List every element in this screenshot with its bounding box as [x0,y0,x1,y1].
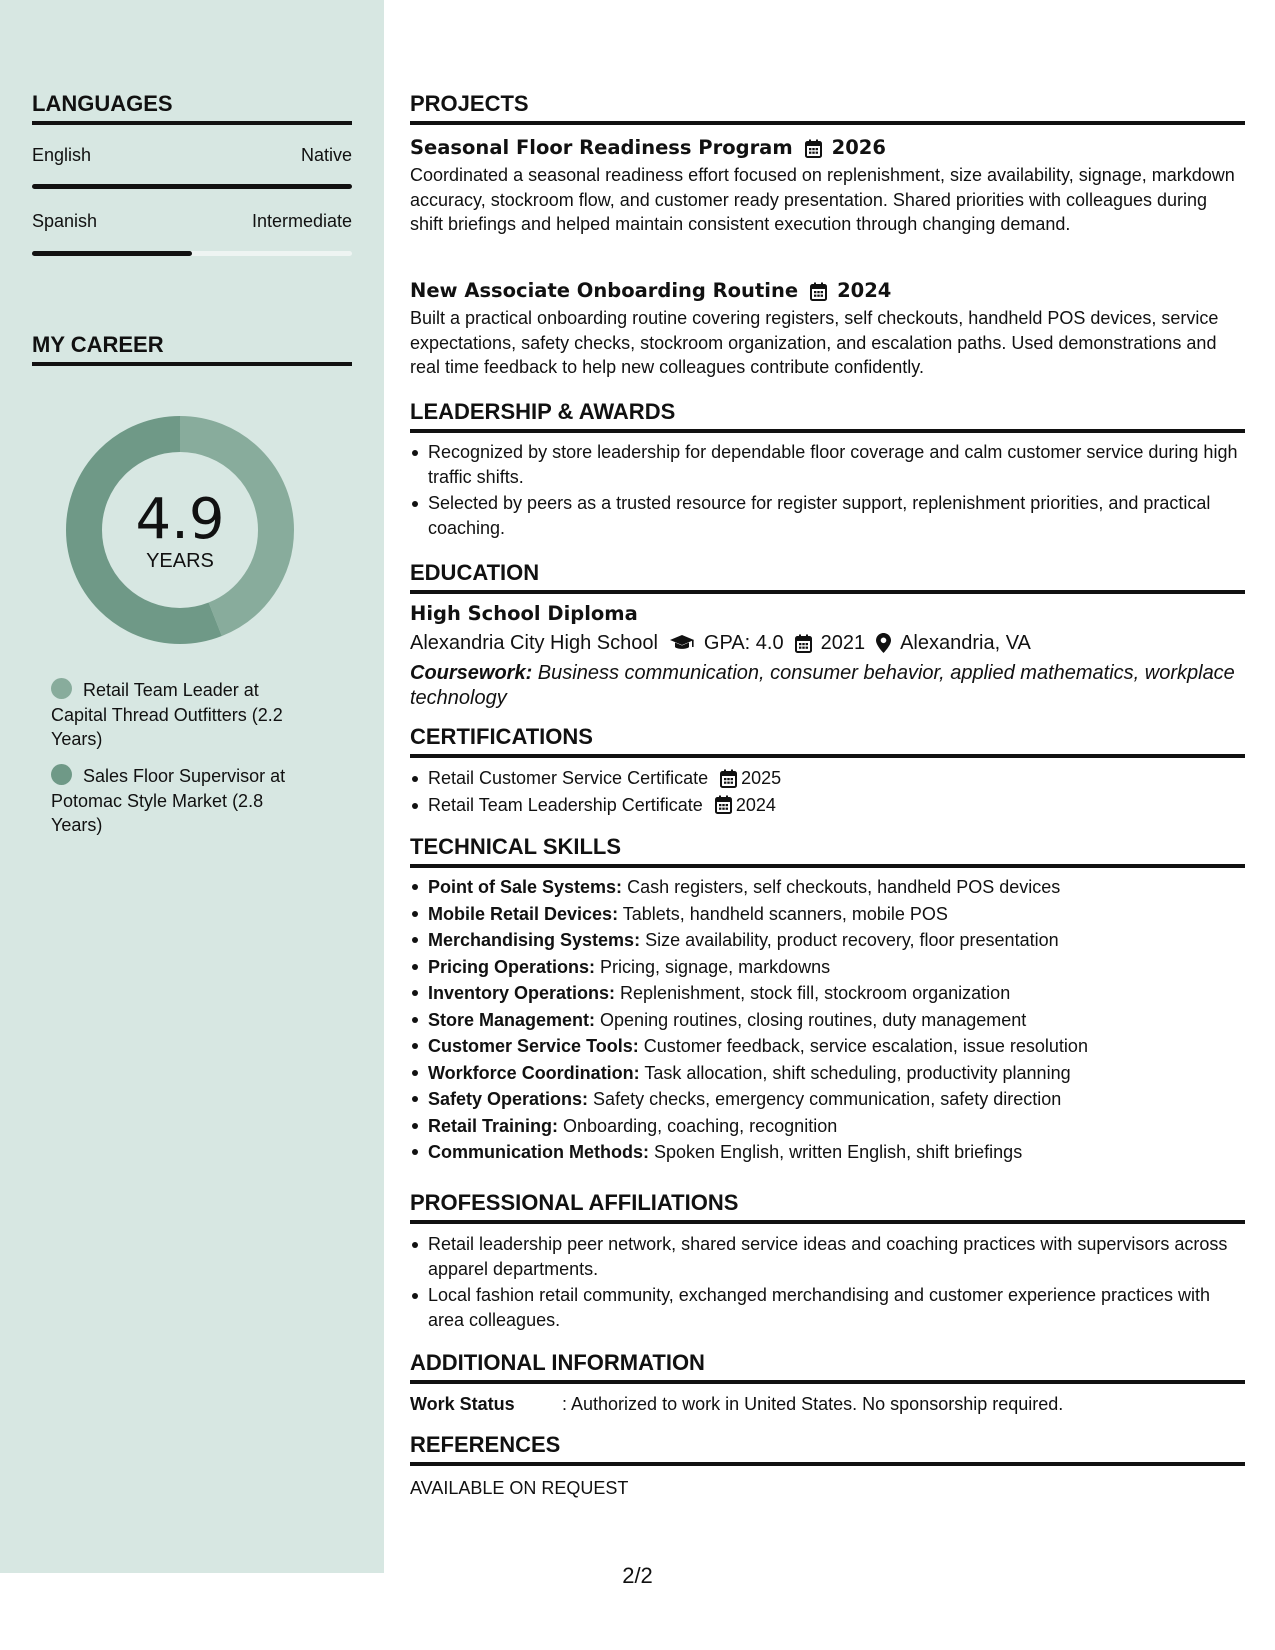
location-pin-icon [876,633,891,653]
certification-year: 2025 [741,768,782,788]
skills-list [410,874,1245,1166]
career-legend-label: Sales Floor Supervisor at Potomac Style Market (2.8 Years) [51,766,286,835]
career-heading: MY CAREER [32,332,352,366]
education-school: Alexandria City High School [410,632,658,654]
language-level: Native [300,145,352,165]
skill-value: Opening routines, closing routines, duty management [595,1009,1027,1030]
skill-value: Safety checks, emergency communication, safety direction [588,1089,1062,1109]
project-description: Coordinated a seasonal readiness effort focused on replenishment, size availability, signage, markdown accuracy, stockroom flow, and customer ready presentation. Shared priorities with colleagues during shift briefings and helped maintain consistent execution through changing demand. [410,165,1235,234]
education-degree: High School Diploma [410,602,638,625]
career-total-years: 4.9 [135,487,225,552]
language-proficiency-fill [32,184,352,189]
project-item [410,277,1245,380]
skill-item [410,1086,1245,1113]
skill-label: Communication Methods: [428,1142,649,1162]
education-gpa: GPA: 4.0 [703,632,784,654]
skill-value: Pricing, signage, markdowns [595,956,831,977]
certification-year: 2024 [735,794,776,815]
leadership-item: Recognized by store leadership for dependable floor coverage and calm customer service during high traffic shifts. [410,440,1245,489]
skill-item [410,1113,1245,1140]
skill-item [410,1033,1245,1060]
work-status-label: Work Status [410,1394,515,1414]
language-proficiency-fill [32,251,192,256]
education-heading: EDUCATION [410,560,1245,594]
project-title: New Associate Onboarding Routine [410,279,799,302]
skill-value: Task allocation, shift scheduling, productivity planning [639,1062,1071,1083]
calendar-icon [715,795,732,814]
page-number: 2/2 [622,1563,653,1588]
skill-item [410,874,1245,901]
career-years-unit: YEARS [146,550,214,572]
skill-item [410,1060,1245,1087]
language-proficiency-bar [32,251,352,256]
coursework-label: Coursework: [410,662,533,684]
project-item [410,134,1245,237]
affiliations-heading: PROFESSIONAL AFFILIATIONS [410,1190,1245,1224]
skill-label: Point of Sale Systems: [428,877,623,897]
skill-item [410,980,1245,1007]
skill-value: Replenishment, stock fill, stockroom organization [615,983,1011,1003]
education-coursework [410,661,1245,710]
calendar-icon [795,634,812,653]
skill-value: Customer feedback, service escalation, issue resolution [638,1036,1088,1056]
language-name: Spanish [32,211,98,231]
leadership-heading: LEADERSHIP & AWARDS [410,399,1245,433]
skill-value: Spoken English, written English, shift briefings [649,1142,1023,1162]
graduation-cap-icon [669,634,695,652]
additional-info-heading: ADDITIONAL INFORMATION [410,1350,1245,1384]
work-status-value: : Authorized to work in United States. No sponsorship required. [562,1394,1064,1414]
projects-heading: PROJECTS [410,91,1245,125]
certifications-heading: CERTIFICATIONS [410,724,1245,758]
calendar-icon [720,769,737,788]
education-location: Alexandria, VA [900,632,1031,654]
skill-value: Onboarding, coaching, recognition [558,1115,838,1136]
leadership-list [410,440,1245,542]
language-proficiency-bar [32,184,352,189]
project-year: 2024 [837,279,892,302]
skill-value: Cash registers, self checkouts, handheld POS devices [622,877,1061,897]
project-description: Built a practical onboarding routine covering registers, self checkouts, handheld POS devices, service expectations, safety checks, stockroom organization, and escalation paths. Used demonstrations and real time feedback to help new colleagues contribute confidently. [410,308,1219,377]
skill-label: Mobile Retail Devices: [428,903,619,924]
languages-heading: LANGUAGES [32,91,352,125]
skill-label: Customer Service Tools: [428,1036,639,1056]
technical-skills-heading: TECHNICAL SKILLS [410,834,1245,868]
certification-name: Retail Team Leadership Certificate [428,794,703,815]
affiliations-list [410,1232,1245,1334]
skill-label: Safety Operations: [428,1089,589,1109]
career-donut-chart [62,412,298,648]
calendar-icon [810,282,827,301]
affiliation-item: Local fashion retail community, exchanged merchandising and customer experience practices with area colleagues. [410,1283,1245,1332]
career-legend-item [51,678,311,752]
career-legend-label: Retail Team Leader at Capital Thread Outfitters (2.2 Years) [51,680,283,749]
skill-label: Workforce Coordination: [428,1062,640,1083]
skill-label: Retail Training: [428,1115,559,1136]
legend-dot [51,678,72,699]
work-status-row [410,1392,1245,1417]
skill-value: Tablets, handheld scanners, mobile POS [618,903,948,924]
certifications-list [410,766,1245,817]
language-row-spanish [32,211,352,232]
career-legend-item [51,764,311,838]
sidebar [0,0,384,1573]
skill-label: Store Management: [428,1009,596,1030]
certification-item [410,766,1245,791]
legend-dot [51,764,72,785]
project-year: 2026 [831,136,886,159]
language-level: Intermediate [251,211,352,231]
skill-label: Inventory Operations: [428,983,616,1003]
project-title: Seasonal Floor Readiness Program [410,136,793,159]
skill-value: Size availability, product recovery, floor presentation [640,930,1059,950]
certification-name: Retail Customer Service Certificate [428,768,709,788]
skill-label: Merchandising Systems: [428,930,641,950]
certification-item [410,793,1245,818]
skill-item [410,954,1245,981]
references-heading: REFERENCES [410,1432,1245,1466]
education-entry [410,600,1245,710]
skill-item [410,927,1245,954]
skill-item [410,1139,1245,1166]
leadership-item: Selected by peers as a trusted resource for register support, replenishment priorities, and practical coaching. [410,491,1245,540]
education-year: 2021 [820,632,866,654]
language-row-english [32,145,352,166]
skill-label: Pricing Operations: [428,956,596,977]
skill-item [410,1007,1245,1034]
calendar-icon [805,139,822,158]
references-text: AVAILABLE ON REQUEST [410,1478,629,1498]
skill-item [410,901,1245,928]
language-name: English [32,145,92,165]
affiliation-item: Retail leadership peer network, shared service ideas and coaching practices with supervisors across apparel departments. [410,1232,1245,1281]
coursework-text: Business communication, consumer behavior, applied mathematics, workplace technology [410,662,1235,709]
